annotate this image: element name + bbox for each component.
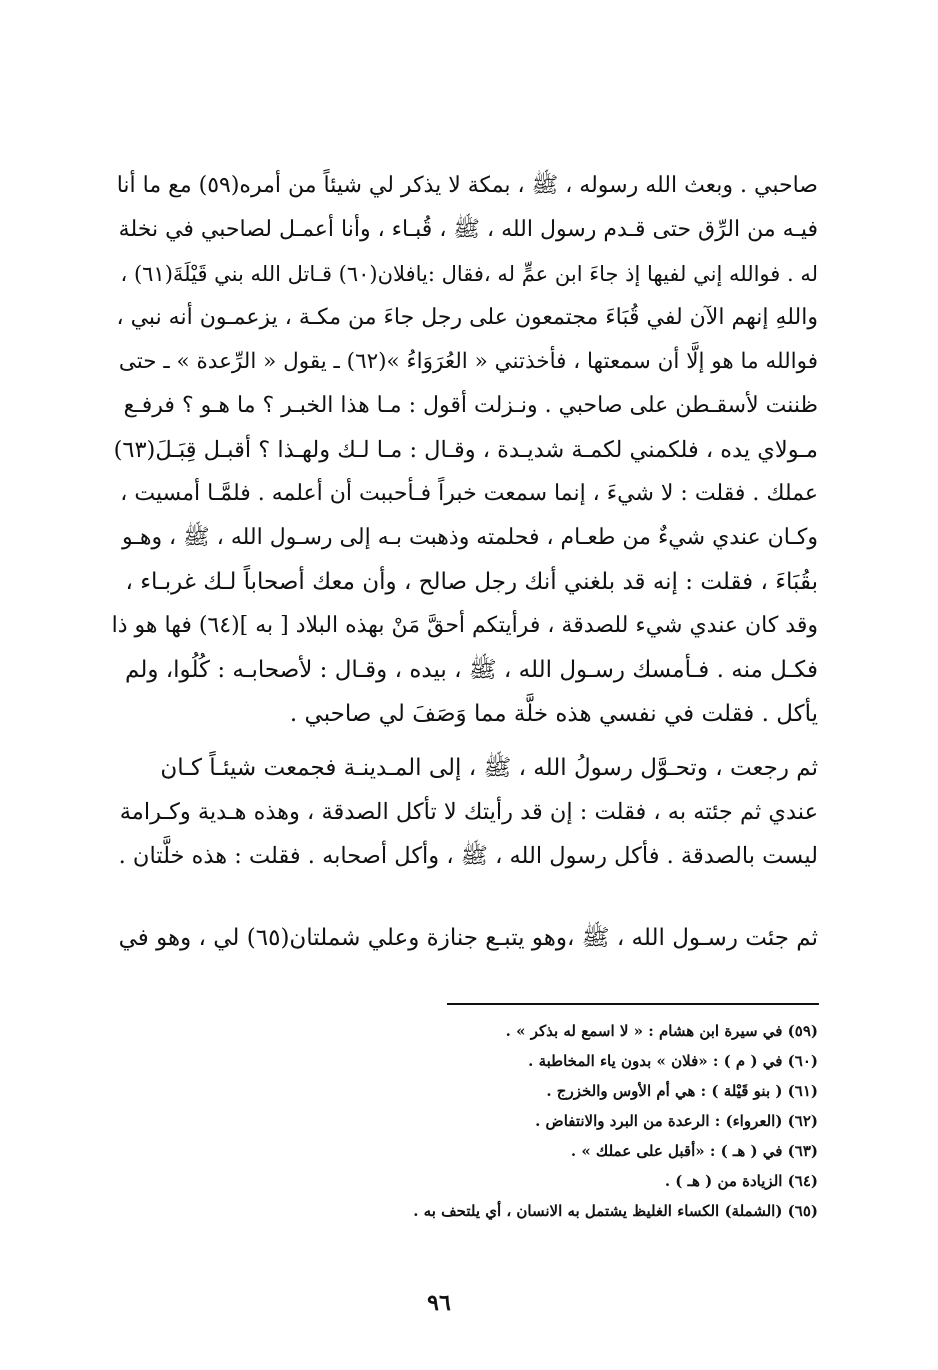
- text-line: صاحبي . وبعث الله رسوله ، ﷺ ، بمكة لا يذكر لي شيئاً من أمره(٥٩) مع ما أنا: [116, 173, 818, 198]
- text-line: عملك . فقلت : لا شيءَ ، إنما سمعت خبراً فـأحببت أن أعلمه . فلمَّـا أمسيت ،: [120, 481, 818, 506]
- footnote-59: (٥٩) في سيرة ابن هشام : « لا اسمع له بذكر » .: [505, 1022, 818, 1040]
- text-line: عندي ثم جئته به ، فقلت : إن قد رأيتك لا تأكل الصدقة ، وهذه هـدية وكـرامة: [119, 799, 818, 825]
- footnote-63: (٦٣) في ( هـ ) : «أقبل على عملك » .: [570, 1142, 818, 1160]
- text-line: ليست بالصدقة . فأكل رسول الله ، ﷺ ، وأكل أصحابه . فقلت : هذه خلَّتان .: [118, 843, 818, 869]
- text-line: يأكل . فقلت في نفسي هذه خلَّة مما وَصَفَ لي صاحبي .: [289, 701, 818, 727]
- text-line: وكـان عندي شيءٌ من طعـام ، فحلمته وذهبت بـه إلى رسـول الله ، ﷺ ، وهـو: [122, 525, 818, 550]
- text-line: مـولاي يده ، فلكمني لكمـة شديـدة ، وقـال : مـا لـك ولهـذا ؟ أقبـل قِبَـلَ(٦٣): [113, 437, 818, 463]
- text-line: ثم رجعت ، وتحـوَّل رسولُ الله ، ﷺ ، إلى المـدينـة فجمعت شيئـاً كـان: [160, 755, 818, 781]
- text-line: وقد كان عندي شيء للصدقة ، فرأيتكم أحقَّ مَنْ بهذه البلاد [ به ](٦٤) فها هو ذا: [111, 613, 818, 638]
- text-line: فوالله ما هو إلَّا أن سمعتها ، فأخذتني « العُرَوَاءُ »(٦٢) ـ يقول « الرِّعدة » ـ حتى: [118, 349, 818, 374]
- page-number: ٩٦: [427, 1290, 451, 1316]
- text-line: واللهِ إنهم الآن لفي قُبَاءَ مجتمعون على رجل جاءَ من مكـة ، يزعمـون أنه نبي ،: [116, 305, 818, 330]
- footnote-60: (٦٠) في ( م ) : «فلان » بدون ياء المخاطبة .: [528, 1052, 818, 1070]
- text-line: له . فوالله إني لفيها إذ جاءَ ابن عمٍّ له ،فقال :يافلان(٦٠) قـاتل الله بني قَيْلَةَ(٦١) ،: [120, 262, 818, 286]
- text-line: ثم جئت رسـول الله ، ﷺ ،وهو يتبـع جنازة وعلي شملتان(٦٥) لي ، وهو في: [118, 925, 818, 951]
- paragraph-3: [110, 916, 818, 960]
- footnote-separator: [447, 1003, 819, 1005]
- text-line: فكـل منه . فـأمسك رسـول الله ، ﷺ ، بيده ، وقـال : لأصحابـه : كُلُوا، ولم: [125, 657, 818, 683]
- paragraph-2: [110, 746, 818, 878]
- text-line: فيـه من الرِّق حتى قـدم رسول الله ، ﷺ ، قُبـاء ، وأنا أعمـل لصاحبي في نخلة: [118, 217, 818, 242]
- footnote-62: (٦٢) (العرواء) : الرعدة من البرد والانتفاض .: [535, 1112, 818, 1130]
- text-line: بقُبَاءَ ، فقلت : إنه قد بلغني أنك رجل صالح ، وأن معك أصحاباً لـك غربـاء ،: [125, 569, 818, 595]
- footnote-61: (٦١) ( بنو قَيْلة ) : هي أم الأوس والخزرج .: [546, 1082, 818, 1100]
- footnote-64: (٦٤) الزيادة من ( هـ ) .: [664, 1172, 818, 1190]
- footnotes: [300, 1016, 818, 1226]
- paragraph-1: [110, 164, 818, 736]
- text-line: ظننت لأسقـطن على صاحبي . ونـزلت أقول : مـا هذا الخبـر ؟ ما هـو ؟ فرفـع: [123, 393, 818, 418]
- footnote-65: (٦٥) (الشملة) الكساء الغليظ يشتمل به الانسان ، أي يلتحف به .: [413, 1202, 818, 1220]
